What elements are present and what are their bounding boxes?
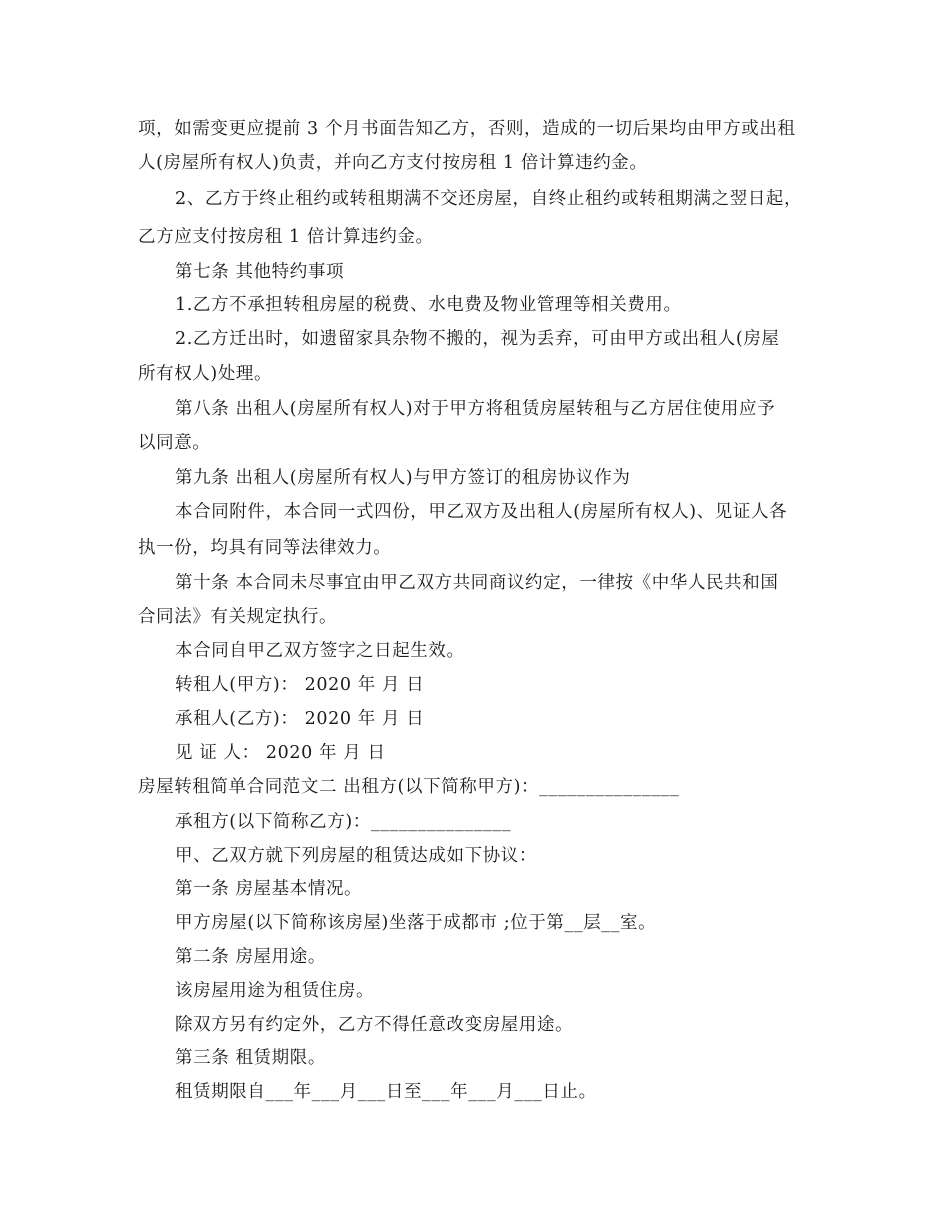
signature-line: 承租人(乙方)： 2020 年 月 日	[175, 709, 425, 729]
text-line: 1.乙方不承担转租房屋的税费、水电费及物业管理等相关费用。	[175, 295, 682, 315]
section-heading: 第七条 其他特约事项	[175, 262, 345, 282]
text-line: 本合同自甲乙双方签字之日起生效。	[175, 641, 465, 661]
text-line: 甲、乙双方就下列房屋的租赁达成如下协议：	[175, 846, 537, 866]
section-heading: 第一条 房屋基本情况。	[175, 879, 363, 899]
text-line: 第十条 本合同未尽事宜由甲乙双方共同商议约定，一律按《中华人民共和国	[175, 573, 779, 593]
signature-line: 转租人(甲方)： 2020 年 月 日	[175, 675, 425, 695]
text-line: 第九条 出租人(房屋所有权人)与甲方签订的租房协议作为	[175, 468, 631, 488]
signature-line: 见 证 人： 2020 年 月 日	[175, 743, 386, 763]
text-line: 除双方另有约定外，乙方不得任意改变房屋用途。	[175, 1015, 574, 1035]
text-line: 乙方应支付按房租 1 倍计算违约金。	[138, 227, 434, 247]
text-line: 承租方(以下简称乙方)：_______________	[175, 812, 512, 832]
text-line: 租赁期限自___年___月___日至___年___月___日止。	[175, 1082, 597, 1102]
text-line: 2.乙方迁出时，如遗留家具杂物不搬的，视为丢弃，可由甲方或出租人(房屋	[175, 329, 780, 349]
section-heading: 第二条 房屋用途。	[175, 947, 326, 967]
section-heading: 第三条 租赁期限。	[175, 1048, 326, 1068]
text-line: 所有权人)处理。	[138, 364, 273, 384]
text-line: 甲方房屋(以下简称该房屋)坐落于成都市 ;位于第__层__室。	[175, 913, 657, 933]
text-line: 项，如需变更应提前 3 个月书面告知乙方，否则，造成的一切后果均由甲方或出租	[138, 119, 796, 139]
text-line: 以同意。	[138, 433, 211, 453]
text-line: 执一份，均具有同等法律效力。	[138, 538, 392, 558]
text-line: 合同法》有关规定执行。	[138, 607, 338, 627]
text-line: 第八条 出租人(房屋所有权人)对于甲方将租赁房屋转租与乙方居住使用应予	[175, 399, 776, 419]
text-line: 本合同附件，本合同一式四份，甲乙双方及出租人(房屋所有权人)、见证人各	[175, 502, 788, 522]
text-line: 人(房屋所有权人)负责，并向乙方支付按房租 1 倍计算违约金。	[138, 153, 648, 173]
text-line: 2、乙方于终止租约或转租期满不交还房屋，自终止租约或转租期满之翌日起，	[175, 189, 803, 209]
document-title-line: 房屋转租简单合同范文二 出租方(以下简称甲方)：_______________	[138, 777, 680, 797]
text-line: 该房屋用途为租赁住房。	[175, 981, 375, 1001]
